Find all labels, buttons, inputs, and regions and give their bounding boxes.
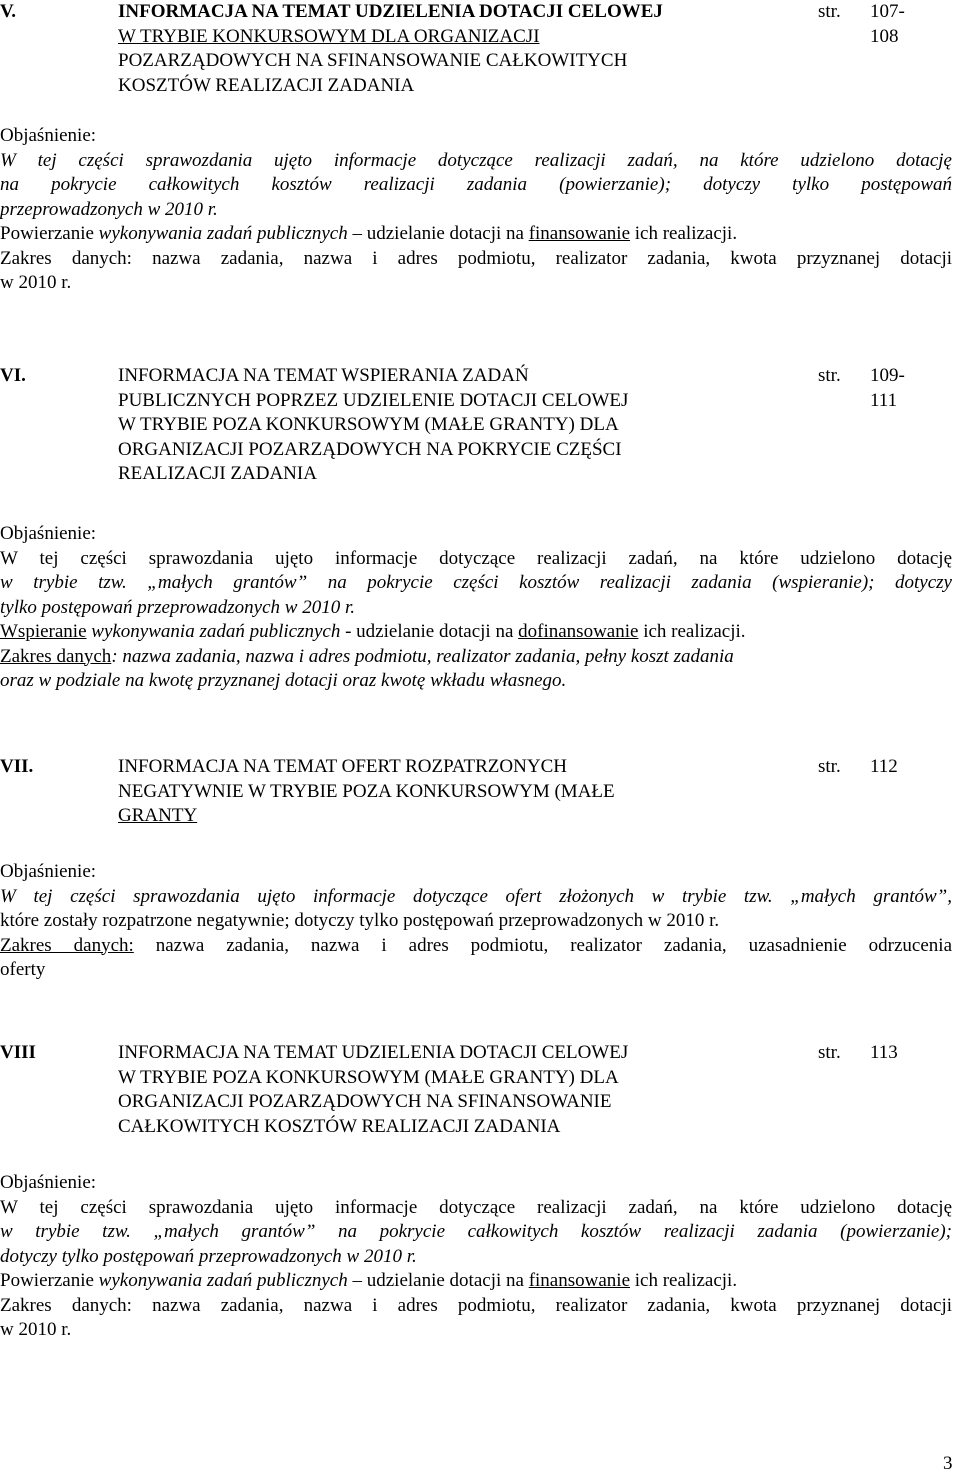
section-title [118,0,798,98]
page-ref [870,364,960,413]
explanation-label: Objaśnienie: [0,125,97,146]
title-line: POZARZĄDOWYCH NA SFINANSOWANIE CAŁKOWITYCH [118,50,628,71]
scope-line: oferty [0,959,46,980]
explanation-line: W tej części sprawozdania ujęto informacje dotyczące realizacji zadań, na które udzielono dotację [0,547,952,569]
section-title [118,364,798,487]
explanation-line: dotyczy tylko postępowań przeprowadzonych w 2010 r. [0,1245,417,1267]
definition-rest: – udzielanie dotacji na [352,1270,524,1291]
definition-mid: wykonywania zadań publicznych [98,1270,348,1291]
page-ref [870,1041,960,1066]
section-title [118,1041,798,1139]
definition-term: Wspieranie [0,621,87,642]
title-line: GRANTY [118,805,198,826]
scope-text: nazwa zadania, nazwa i adres podmiotu, realizator zadania, uzasadnienie odrzucenia [155,934,952,956]
section-number: V. [0,1,17,22]
explanation-line: W tej części sprawozdania ujęto informacje dotyczące realizacji zadań, na które udzielono dotację [0,149,952,171]
definition-term: Powierzanie [0,1270,94,1291]
scope-line [0,934,952,959]
definition-rest: - udzielanie dotacji na [345,621,514,642]
scope-line [0,247,952,272]
page-number: 3 [943,1453,953,1474]
title-line: PUBLICZNYCH POPRZEZ UDZIELENIE DOTACJI CELOWEJ [118,389,629,411]
title-line: INFORMACJA NA TEMAT UDZIELENIA DOTACJI CELOWEJ [118,1042,629,1063]
title-line: ORGANIZACJI POZARZĄDOWYCH NA SFINANSOWANIE [118,1091,612,1112]
section-number: VII. [0,756,34,777]
title-line: INFORMACJA NA TEMAT WSPIERANIA ZADAŃ [118,365,529,386]
title-line: CAŁKOWITYCH KOSZTÓW REALIZACJI ZADANIA [118,1115,561,1137]
scope-text: : nazwa zadania, nazwa i adres podmiotu, realizator zadania, pełny koszt zadania [111,645,734,667]
section-body [0,860,952,983]
scope-text: nazwa zadania, nazwa i adres podmiotu, realizator zadania, kwota przyznanej dotacji [152,247,952,269]
definition-mid: wykonywania zadań publicznych [98,223,348,244]
page-ref [870,755,960,780]
explanation-line: w trybie tzw. „małych grantów” na pokrycie części kosztów realizacji zadania (wspieranie); dotyczy [0,572,952,593]
title-line: W TRYBIE KONKURSOWYM DLA ORGANIZACJI [118,25,540,47]
title-line: W TRYBIE POZA KONKURSOWYM (MAŁE GRANTY) DLA [118,414,619,435]
scope-label: Zakres danych: [0,934,134,956]
definition-key: finansowanie [528,223,631,244]
title-line: W TRYBIE POZA KONKURSOWYM (MAŁE GRANTY) DLA [118,1066,619,1088]
explanation-label: Objaśnienie: [0,523,97,544]
definition-line [0,1269,952,1294]
scope-line: w 2010 r. [0,1319,72,1340]
page-ref-label: str. [818,365,841,386]
section-body [0,1171,952,1343]
definition-rest: – udzielanie dotacji na [352,223,524,244]
scope-line: w 2010 r. [0,272,72,293]
definition-term: Powierzanie [0,223,94,244]
definition-key: finansowanie [528,1270,631,1291]
title-line: INFORMACJA NA TEMAT OFERT ROZPATRZONYCH [118,756,567,777]
scope-label: Zakres danych: [0,247,132,269]
title-line: ORGANIZACJI POZARZĄDOWYCH NA POKRYCIE CZĘŚCI [118,438,622,460]
section-body [0,522,952,694]
title-line: INFORMACJA NA TEMAT UDZIELENIA DOTACJI CELOWEJ [118,1,663,22]
title-line: KOSZTÓW REALIZACJI ZADANIA [118,74,415,96]
definition-line [0,620,952,645]
page-ref [870,0,960,49]
scope-line: oraz w podziale na kwotę przyznanej dotacji oraz kwotę wkładu własnego. [0,670,567,691]
definition-line [0,222,952,247]
page-ref-label: str. [818,756,841,777]
definition-end: ich realizacji. [634,1270,738,1291]
title-line: NEGATYWNIE W TRYBIE POZA KONKURSOWYM (MAŁE [118,780,615,802]
scope-text: nazwa zadania, nazwa i adres podmiotu, realizator zadania, kwota przyznanej dotacji [152,1294,952,1316]
explanation-line: tylko postępowań przeprowadzonych w 2010 r. [0,596,356,618]
section-body [0,124,952,296]
page-ref-value: 108 [870,25,899,47]
page-ref-value: 107- [870,1,905,22]
explanation-label: Objaśnienie: [0,861,97,882]
page-ref-value: 109- [870,365,905,386]
explanation-line: W tej części sprawozdania ujęto informacje dotyczące realizacji zadań, na które udzielono dotację [0,1196,952,1218]
definition-end: ich realizacji. [634,223,738,244]
scope-label: Zakres danych [0,645,112,667]
scope-line [0,1294,952,1319]
explanation-line: w trybie tzw. „małych grantów” na pokrycie całkowitych kosztów realizacji zadania (powierzanie); [0,1221,952,1242]
definition-key: dofinansowanie [518,621,639,642]
section-title [118,755,798,829]
scope-label: Zakres danych: [0,1294,132,1316]
definition-end: ich realizacji. [643,621,746,642]
scope-line [0,645,952,670]
page-ref-label: str. [818,1,841,22]
explanation-line: przeprowadzonych w 2010 r. [0,198,218,220]
explanation-label: Objaśnienie: [0,1172,97,1193]
page-ref-label: str. [818,1042,841,1063]
explanation-line: które zostały rozpatrzone negatywnie; dotyczy tylko postępowań przeprowadzonych w 2010 r. [0,910,720,931]
explanation-line: na pokrycie całkowitych kosztów realizacji zadania (powierzanie); dotyczy tylko postępowań [0,174,952,195]
explanation-line: W tej części sprawozdania ujęto informacje dotyczące ofert złożonych w trybie tzw. „małych grantów”, [0,885,952,907]
title-line: REALIZACJI ZADANIA [118,463,317,484]
page-ref-value: 112 [870,756,898,777]
section-number: VI. [0,365,26,386]
section-number: VIII [0,1042,36,1063]
page-ref-value: 113 [870,1042,898,1063]
definition-mid: wykonywania zadań publicznych [91,621,341,642]
page-ref-value: 111 [870,389,898,411]
